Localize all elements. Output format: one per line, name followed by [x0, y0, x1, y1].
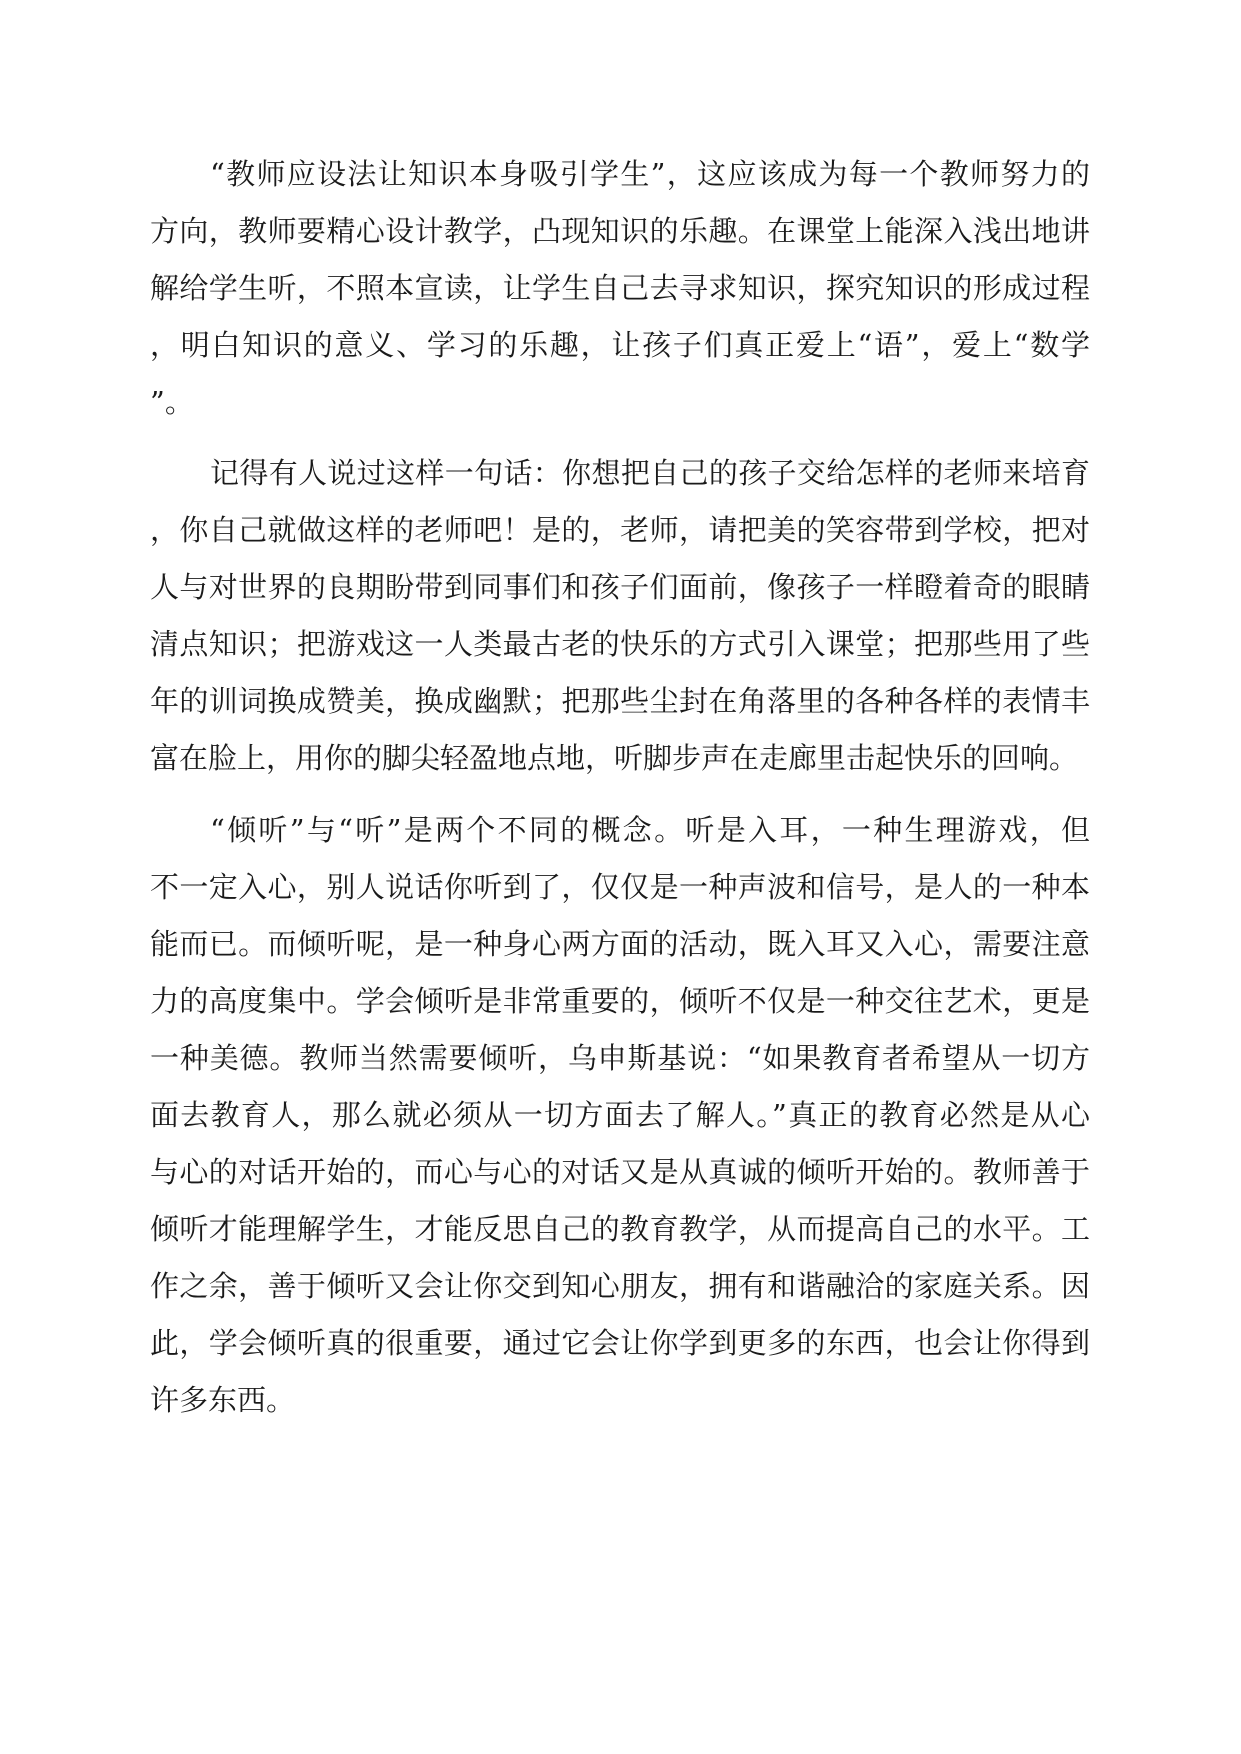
paragraph-line: 与心的对话开始的，而心与心的对话又是从真诚的倾听开始的。教师善于 — [150, 1155, 1090, 1189]
paragraph-line: 力的高度集中。学会倾听是非常重要的，倾听不仅是一种交往艺术，更是 — [150, 984, 1090, 1018]
paragraph-line: 此，学会倾听真的很重要，通过它会让你学到更多的东西，也会让你得到 — [150, 1326, 1090, 1360]
paragraph-line: 作之余，善于倾听又会让你交到知心朋友，拥有和谐融洽的家庭关系。因 — [150, 1269, 1090, 1303]
paragraph-line: 许多东西。 — [150, 1383, 296, 1417]
paragraph-line: ，你自己就做这样的老师吧！是的，老师，请把美的笑容带到学校，把对 — [150, 513, 1090, 547]
paragraph-line: 解给学生听，不照本宣读，让学生自己去寻求知识，探究知识的形成过程 — [150, 271, 1090, 305]
paragraph-2 — [150, 445, 1090, 787]
paragraph-line: ”。 — [150, 385, 194, 419]
paragraph-line: 人与对世界的良期盼带到同事们和孩子们面前，像孩子一样瞪着奇的眼睛 — [150, 570, 1090, 604]
paragraph-line: 年的训词换成赞美，换成幽默；把那些尘封在角落里的各种各样的表情丰 — [150, 684, 1090, 718]
paragraph-1 — [150, 146, 1090, 431]
paragraph-line: 面去教育人，那么就必须从一切方面去了解人。”真正的教育必然是从心 — [150, 1098, 1090, 1132]
paragraph-line: 倾听才能理解学生，才能反思自己的教育教学，从而提高自己的水平。工 — [150, 1212, 1090, 1246]
paragraph-line: 方向，教师要精心设计教学，凸现知识的乐趣。在课堂上能深入浅出地讲 — [150, 214, 1090, 248]
paragraph-line: 富在脸上，用你的脚尖轻盈地点地，听脚步声在走廊里击起快乐的回响。 — [150, 741, 1079, 775]
paragraph-line: “倾听”与“听”是两个不同的概念。听是入耳，一种生理游戏，但 — [210, 813, 1090, 847]
paragraph-3 — [150, 802, 1090, 1429]
paragraph-line: 记得有人说过这样一句话：你想把自己的孩子交给怎样的老师来培育 — [210, 456, 1090, 490]
paragraph-line: 清点知识；把游戏这一人类最古老的快乐的方式引入课堂；把那些用了些 — [150, 627, 1090, 661]
paragraph-line: 不一定入心，别人说话你听到了，仅仅是一种声波和信号，是人的一种本 — [150, 870, 1090, 904]
paragraph-line: ，明白知识的意义、学习的乐趣，让孩子们真正爱上“语”，爱上“数学 — [150, 328, 1090, 362]
paragraph-line: 能而已。而倾听呢，是一种身心两方面的活动，既入耳又入心，需要注意 — [150, 927, 1090, 961]
paragraph-line: “教师应设法让知识本身吸引学生”，这应该成为每一个教师努力的 — [210, 157, 1090, 191]
paragraph-line: 一种美德。教师当然需要倾听，乌申斯基说：“如果教育者希望从一切方 — [150, 1041, 1090, 1075]
